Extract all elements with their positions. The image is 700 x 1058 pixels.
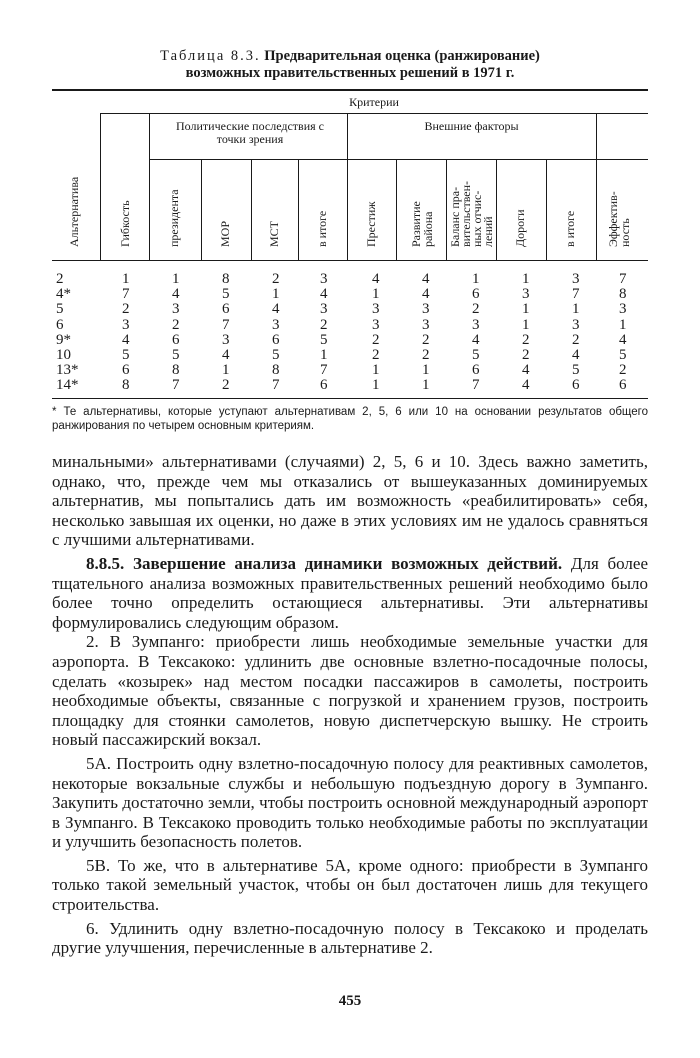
- col-flexibility: [100, 272, 150, 394]
- table-cell: 8: [272, 362, 280, 379]
- table-cell: 2: [522, 346, 530, 363]
- col-region-dev: [396, 272, 446, 394]
- table-bottom-rule: [52, 398, 648, 399]
- table-cell: 1: [522, 301, 530, 318]
- table-cell: 7: [619, 271, 627, 287]
- col-divider: [100, 114, 101, 260]
- table-cell: 4: [272, 301, 280, 318]
- table-cell: 6: [272, 331, 280, 348]
- table-title-line-2: возможных правительственных решений в 1971 г.: [185, 65, 515, 81]
- list-item: 5А. Построить одну взлетно-посадочную полосу для реактивных самолетов, некоторые вокзальные службы и небольшую подъездную дорогу в Зумпанго. Закупить достаточно земли, чтобы построить основной международный аэропорт в Зумпанго. В Тексакоко проводить только необходимые работы по эксплуатации и улучшить безопасность полетов.: [52, 753, 648, 852]
- col-divider: [396, 160, 397, 260]
- table-cell: 1: [372, 286, 380, 303]
- col-roads: [496, 272, 546, 394]
- table-title-line-1: Предварительная оценка (ранжирование): [264, 48, 540, 64]
- list-item: 2. В Зумпанго: приобрести лишь необходимые земельные участки для аэропорта. В Тексакоко: удлинить две основные взлетно-посадочные полосы, сделать «козырек» над местом посадки пассажиров в самолеты, построить необходимые объекты, связанные с погрузкой и хранением грузов, построить площадку для стоянки самолетов, новую диспетчерскую вышку. Не строить новый пассажирский вокзал.: [52, 632, 648, 750]
- col-prestige: [347, 272, 396, 394]
- table-cell: 1: [522, 316, 530, 333]
- table-cell: 7: [320, 362, 328, 379]
- table-cell: 1: [272, 286, 280, 303]
- col-header-flexibility: Гибкость: [118, 200, 132, 247]
- table-cell: 5: [122, 346, 130, 363]
- col-header-president: президента: [167, 189, 181, 247]
- table-cell: 3: [619, 301, 627, 318]
- table-cell: 9*: [56, 331, 71, 348]
- section-heading: 8.8.5. Завершение анализа динамики возможных действий.: [86, 553, 563, 573]
- table-cell: 1: [122, 271, 130, 287]
- table-cell: 3: [472, 316, 480, 333]
- col-alternative: [56, 272, 86, 394]
- table-cell: 14*: [56, 377, 79, 394]
- paragraph: минальными» альтернативами (случаями) 2, 5, 6 и 10. Здесь важно заметить, однако, что, прежде чем мы отказались от вышеуказанных доминируемых альтернатив, мы попытались дать им возможность «реабилитировать» себя, несколько завышая их оценки, но даже в этих условиях им не удалось сравняться с лучшими альтернативами.: [52, 452, 648, 550]
- body-text: [52, 452, 648, 958]
- table-cell: 1: [372, 377, 380, 394]
- table-cell: 2: [619, 362, 627, 379]
- table-cell: 2: [122, 301, 130, 318]
- table-cell: 2: [472, 301, 480, 318]
- table-cell: 4: [619, 331, 627, 348]
- table-cell: 4: [522, 377, 530, 394]
- col-pol-total: [298, 272, 347, 394]
- col-divider: [149, 114, 150, 260]
- table-cell: 5: [619, 346, 627, 363]
- table-cell: 1: [522, 271, 530, 287]
- table-cell: 2: [320, 316, 328, 333]
- col-president: [149, 272, 201, 394]
- col-header-mst: МСТ: [267, 220, 281, 247]
- col-header-roads: Дороги: [513, 209, 527, 247]
- political-group-header: Политические последствия с точки зрения: [176, 119, 324, 146]
- table-cell: 7: [472, 377, 480, 394]
- table-cell: 4: [572, 346, 580, 363]
- col-divider: [596, 114, 597, 260]
- col-mst: [251, 272, 298, 394]
- section-paragraph: [52, 554, 648, 632]
- col-header-ext-total: в итоге: [563, 210, 577, 247]
- col-header-prestige: Престиж: [364, 201, 378, 247]
- table-cell: 3: [320, 301, 328, 318]
- external-group-header: Внешние факторы: [424, 119, 519, 133]
- table-cell: 3: [522, 286, 530, 303]
- col-header-alternative: Альтернатива: [67, 176, 81, 247]
- col-header-balance-3: ных отчис-: [470, 190, 484, 247]
- table-cell: 1: [422, 362, 430, 379]
- col-header-efficiency-2: ность: [618, 218, 632, 247]
- table-cell: 13*: [56, 362, 79, 379]
- table-cell: 2: [422, 346, 430, 363]
- table-cell: 3: [372, 316, 380, 333]
- table-cell: 5: [172, 346, 180, 363]
- list-item: 6. Удлинить одну взлетно-посадочную полосу в Тексакоко и проделать другие улучшения, перечисленные в альтернативе 2.: [52, 918, 648, 958]
- col-header-region-dev-1: Развитие: [409, 201, 423, 247]
- table-cell: 1: [172, 271, 180, 287]
- table-cell: 5: [572, 362, 580, 379]
- table-cell: 5: [320, 331, 328, 348]
- list-item: 5В. То же, что в альтернативе 5А, кроме одного: приобрести в Зумпанго только такой земельный участок, чтобы он был достаточен лишь для текущего строительства.: [52, 855, 648, 915]
- table-cell: 3: [222, 331, 230, 348]
- table-cell: 4: [422, 271, 430, 287]
- col-header-pol-total: в итоге: [315, 210, 329, 247]
- table-cell: 5: [272, 346, 280, 363]
- group-rule: [150, 159, 648, 160]
- table-cell: 10: [56, 346, 71, 363]
- table-cell: 3: [572, 271, 580, 287]
- table-cell: 4: [472, 331, 480, 348]
- table-cell: 2: [522, 331, 530, 348]
- table-cell: 3: [272, 316, 280, 333]
- table-cell: 8: [222, 271, 230, 287]
- col-divider: [446, 160, 447, 260]
- table-cell: 4: [172, 286, 180, 303]
- table-cell: 7: [172, 377, 180, 394]
- table-cell: 6: [619, 377, 627, 394]
- col-efficiency: [596, 272, 648, 394]
- col-divider: [496, 160, 497, 260]
- col-ext-total: [546, 272, 596, 394]
- table-cell: 6: [56, 316, 64, 333]
- page-number: 455: [338, 993, 362, 1009]
- table-cell: 8: [172, 362, 180, 379]
- col-divider: [251, 160, 252, 260]
- table-cell: 4: [372, 271, 380, 287]
- table-cell: 1: [372, 362, 380, 379]
- table-cell: 7: [222, 316, 230, 333]
- table-caption: [60, 48, 640, 82]
- table-cell: 1: [222, 362, 230, 379]
- section-text: Для более тщательного анализа возможных правительственных решений необходимо было более точно определить остающиеся альтернативы. Эти альтернативы формулировались следующим образом.: [52, 553, 649, 632]
- criteria-rule: [100, 113, 648, 114]
- table-cell: 6: [222, 301, 230, 318]
- table-cell: 7: [272, 377, 280, 394]
- table-cell: 5: [222, 286, 230, 303]
- col-mor: [201, 272, 251, 394]
- table-cell: 3: [320, 271, 328, 287]
- table-cell: 1: [572, 301, 580, 318]
- table-cell: 6: [122, 362, 130, 379]
- table-cell: 4: [522, 362, 530, 379]
- table-cell: 4*: [56, 286, 71, 303]
- table-cell: 3: [122, 316, 130, 333]
- table-cell: 6: [472, 362, 480, 379]
- table-cell: 8: [122, 377, 130, 394]
- criteria-header: Критерии: [349, 95, 399, 109]
- col-header-region-dev-2: района: [421, 211, 435, 247]
- col-header-balance-4: лений: [481, 216, 495, 247]
- table-cell: 5: [56, 301, 64, 318]
- table-cell: 2: [56, 271, 64, 287]
- table-cell: 4: [222, 346, 230, 363]
- table-cell: 1: [422, 377, 430, 394]
- table-cell: 1: [472, 271, 480, 287]
- table-cell: 7: [122, 286, 130, 303]
- table-top-rule: [52, 89, 648, 91]
- col-divider: [347, 114, 348, 260]
- table-cell: 5: [472, 346, 480, 363]
- table-cell: 6: [572, 377, 580, 394]
- table-cell: 2: [422, 331, 430, 348]
- col-balance: [446, 272, 496, 394]
- table-cell: 7: [572, 286, 580, 303]
- col-header-efficiency-1: Эффектив-: [606, 191, 620, 247]
- table-footnote: * Те альтернативы, которые уступают альтернативам 2, 5, 6 или 10 на основании результатов общего ранжирования по четырем основным критериям.: [52, 406, 648, 432]
- col-divider: [298, 160, 299, 260]
- col-divider: [546, 160, 547, 260]
- table-cell: 2: [572, 331, 580, 348]
- table-cell: 2: [222, 377, 230, 394]
- table-cell: 1: [320, 346, 328, 363]
- table-cell: 4: [422, 286, 430, 303]
- table-cell: 3: [572, 316, 580, 333]
- table-number: Таблица 8.3.: [160, 48, 261, 64]
- table-cell: 2: [172, 316, 180, 333]
- table-cell: 8: [619, 286, 627, 303]
- table-cell: 3: [372, 301, 380, 318]
- col-divider: [201, 160, 202, 260]
- table-cell: 4: [122, 331, 130, 348]
- col-header-balance-1: Баланс пра-: [448, 186, 462, 247]
- table-cell: 3: [422, 316, 430, 333]
- table-cell: 4: [320, 286, 328, 303]
- header-bottom-rule: [52, 260, 648, 261]
- table-cell: 2: [372, 346, 380, 363]
- col-header-mor: МОР: [218, 220, 232, 247]
- col-header-balance-2: вительствен-: [459, 180, 473, 247]
- table-cell: 6: [320, 377, 328, 394]
- table-cell: 6: [472, 286, 480, 303]
- table-cell: 2: [272, 271, 280, 287]
- table-cell: 6: [172, 331, 180, 348]
- table-cell: 1: [619, 316, 627, 333]
- table-cell: 2: [372, 331, 380, 348]
- table-cell: 3: [172, 301, 180, 318]
- table-cell: 3: [422, 301, 430, 318]
